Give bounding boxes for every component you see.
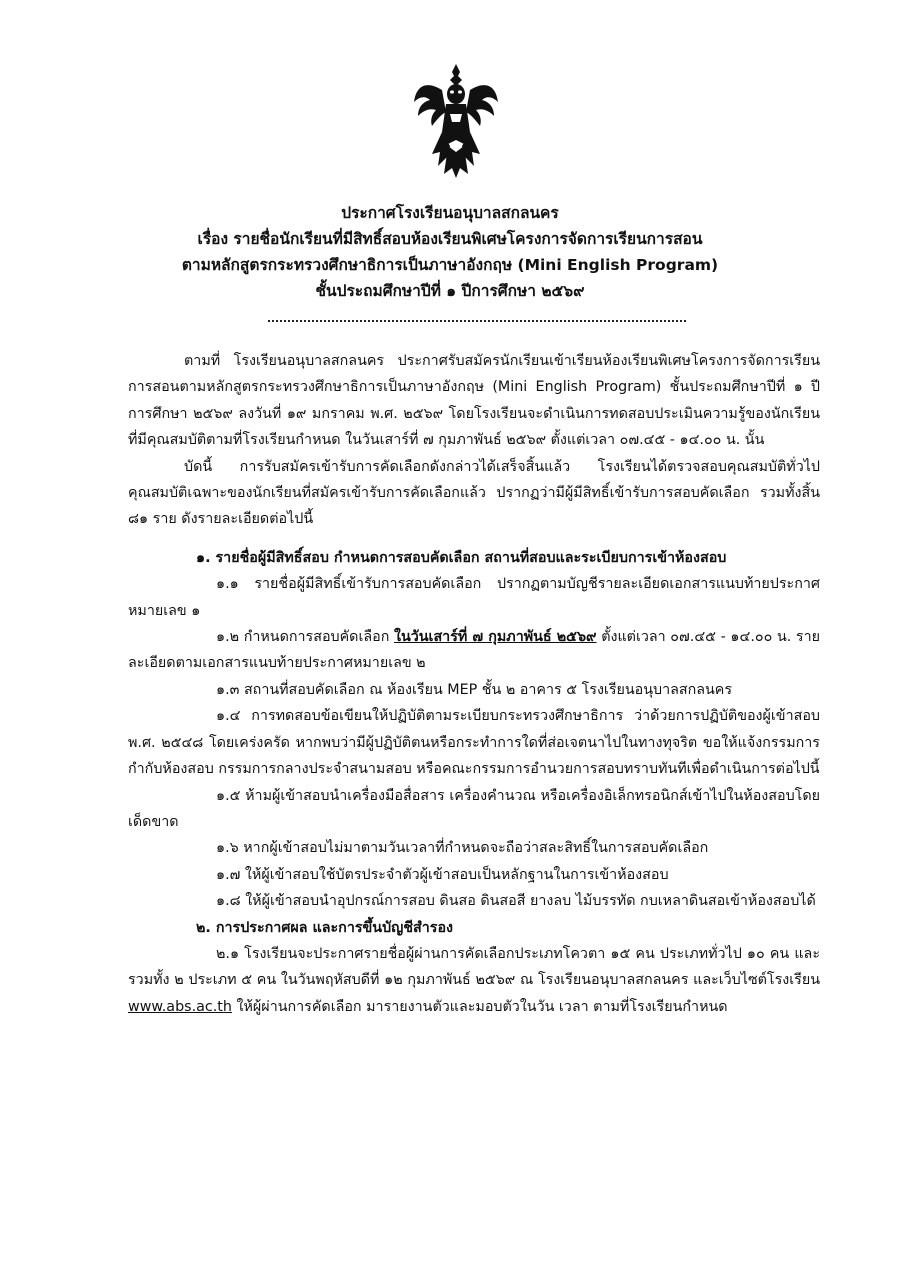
- item-2-1-suffix: ให้ผู้ผ่านการคัดเลือก มารายงานตัวและมอบตัวในวัน เวลา ตามที่โรงเรียนกำหนด: [231, 998, 728, 1015]
- section-1-heading: ๑. รายชื่อผู้มีสิทธิ์สอบ กำหนดการสอบคัดเลือก สถานที่สอบและระเบียบการเข้าห้องสอบ: [196, 549, 727, 566]
- issuer-line: ประกาศโรงเรียนอนุบาลสกลนคร: [341, 204, 559, 222]
- item-1-2-suffix: ตั้งแต่เวลา ๐๗.๔๕ - ๑๔.๐๐ น. รายละเอียดตามเอกสารแนบท้ายประกาศหมายเลข ๒: [128, 629, 821, 672]
- item-1-7: ๑.๗ ให้ผู้เข้าสอบใช้บัตรประจำตัวผู้เข้าสอบเป็นหลักฐานในการเข้าห้องสอบ: [216, 866, 669, 883]
- announcement-body: [128, 348, 820, 1020]
- announcement-title: [90, 200, 810, 304]
- subject-line: เรื่อง รายชื่อนักเรียนที่มีสิทธิ์สอบห้องเรียนพิเศษโครงการจัดการเรียนการสอน: [197, 230, 703, 248]
- item-1-8: ๑.๘ ให้ผู้เข้าสอบนำอุปกรณ์การสอบ ดินสอ ดินสอสี ยางลบ ไม้บรรทัด กบเหลาดินสอเข้าห้องสอบได้: [216, 893, 816, 910]
- school-website-link[interactable]: www.abs.ac.th: [128, 998, 232, 1015]
- exam-date: ในวันเสาร์ที่ ๗ กุมภาพันธ์ ๒๕๖๙: [394, 629, 597, 646]
- intro-paragraph-2: บัดนี้ การรับสมัครเข้ารับการคัดเลือกดังกล่าวได้เสร็จสิ้นแล้ว โรงเรียนได้ตรวจสอบคุณสมบัติทั่วไป คุณสมบัติเฉพาะของนักเรียนที่สมัครเข้ารับการคัดเลือกแล้ว ปรากฏว่ามีผู้มีสิทธิ์เข้ารับการสอบคัดเลือก รวมทั้งสิ้น ๘๑ ราย ดังรายละเอียดต่อไปนี้: [128, 458, 820, 528]
- item-1-6: ๑.๖ หากผู้เข้าสอบไม่มาตามวันเวลาที่กำหนดจะถือว่าสละสิทธิ์ในการสอบคัดเลือก: [216, 840, 709, 857]
- item-1-1: ๑.๑ รายชื่อผู้มีสิทธิ์เข้ารับการสอบคัดเลือก ปรากฏตามบัญชีรายละเอียดเอกสารแนบท้ายประกาศหมายเลข ๑: [128, 576, 820, 619]
- program-line: ตามหลักสูตรกระทรวงศึกษาธิการเป็นภาษาอังกฤษ (Mini English Program): [181, 256, 719, 274]
- item-1-3: ๑.๓ สถานที่สอบคัดเลือก ณ ห้องเรียน MEP ชั้น ๒ อาคาร ๕ โรงเรียนอนุบาลสกลนคร: [216, 681, 733, 698]
- dotted-divider: [268, 320, 686, 322]
- item-2-1-prefix: ๒.๑ โรงเรียนจะประกาศรายชื่อผู้ผ่านการคัดเลือกประเภทโควตา ๑๕ คน ประเภททั่วไป ๑๐ คน และรวมทั้ง ๒ ประเภท ๕ คน ในวันพฤหัสบดีที่ ๑๒ กุมภาพันธ์ ๒๕๖๙ ณ โรงเรียนอนุบาลสกลนคร และเว็บไซต์โรงเรียน: [128, 945, 820, 989]
- item-1-2: [128, 624, 820, 677]
- section-2-heading: ๒. การประกาศผล และการขึ้นบัญชีสำรอง: [196, 919, 454, 936]
- item-2-1: [128, 941, 820, 1020]
- item-1-2-prefix: ๑.๒ กำหนดการสอบคัดเลือก: [216, 629, 394, 646]
- intro-paragraph-1: ตามที่ โรงเรียนอนุบาลสกลนคร ประกาศรับสมัครนักเรียนเข้าเรียนห้องเรียนพิเศษโครงการจัดการเรียนการสอนตามหลักสูตรกระทรวงศึกษาธิการเป็นภาษาอังกฤษ (Mini English Program) ชั้นประถมศึกษาปีที่ ๑ ปีการศึกษา ๒๕๖๙ ลงวันที่ ๑๙ มกราคม พ.ศ. ๒๕๖๙ โดยโรงเรียนจะดำเนินการทดสอบประเมินความรู้ของนักเรียนที่มีคุณสมบัติตามที่โรงเรียนกำหนด ในวันเสาร์ที่ ๗ กุมภาพันธ์ ๒๕๖๙ ตั้งแต่เวลา ๐๗.๔๕ - ๑๔.๐๐ น. นั้น: [128, 353, 820, 449]
- item-1-5: ๑.๕ ห้ามผู้เข้าสอบนำเครื่องมือสื่อสาร เครื่องคำนวณ หรือเครื่องอิเล็กทรอนิกส์เข้าไปในห้องสอบโดยเด็ดขาด: [128, 787, 820, 830]
- item-1-4: ๑.๔ การทดสอบข้อเขียนให้ปฏิบัติตามระเบียบกระทรวงศึกษาธิการ ว่าด้วยการปฏิบัติของผู้เข้าสอบ พ.ศ. ๒๕๔๘ โดยเคร่งครัด หากพบว่ามีผู้ปฏิบัติตนหรือกระทำการใดที่ส่อเจตนาไปในทางทุจริต ขอให้แจ้งกรรมการกำกับห้องสอบ กรรมการกลางประจำสนามสอบ หรือคณะกรรมการอำนวยการสอบทราบทันทีเพื่อดำเนินการต่อไปนี้: [128, 708, 820, 778]
- grade-year-line: ชั้นประถมศึกษาปีที่ ๑ ปีการศึกษา ๒๕๖๙: [315, 282, 585, 300]
- garuda-emblem-icon: [412, 62, 500, 180]
